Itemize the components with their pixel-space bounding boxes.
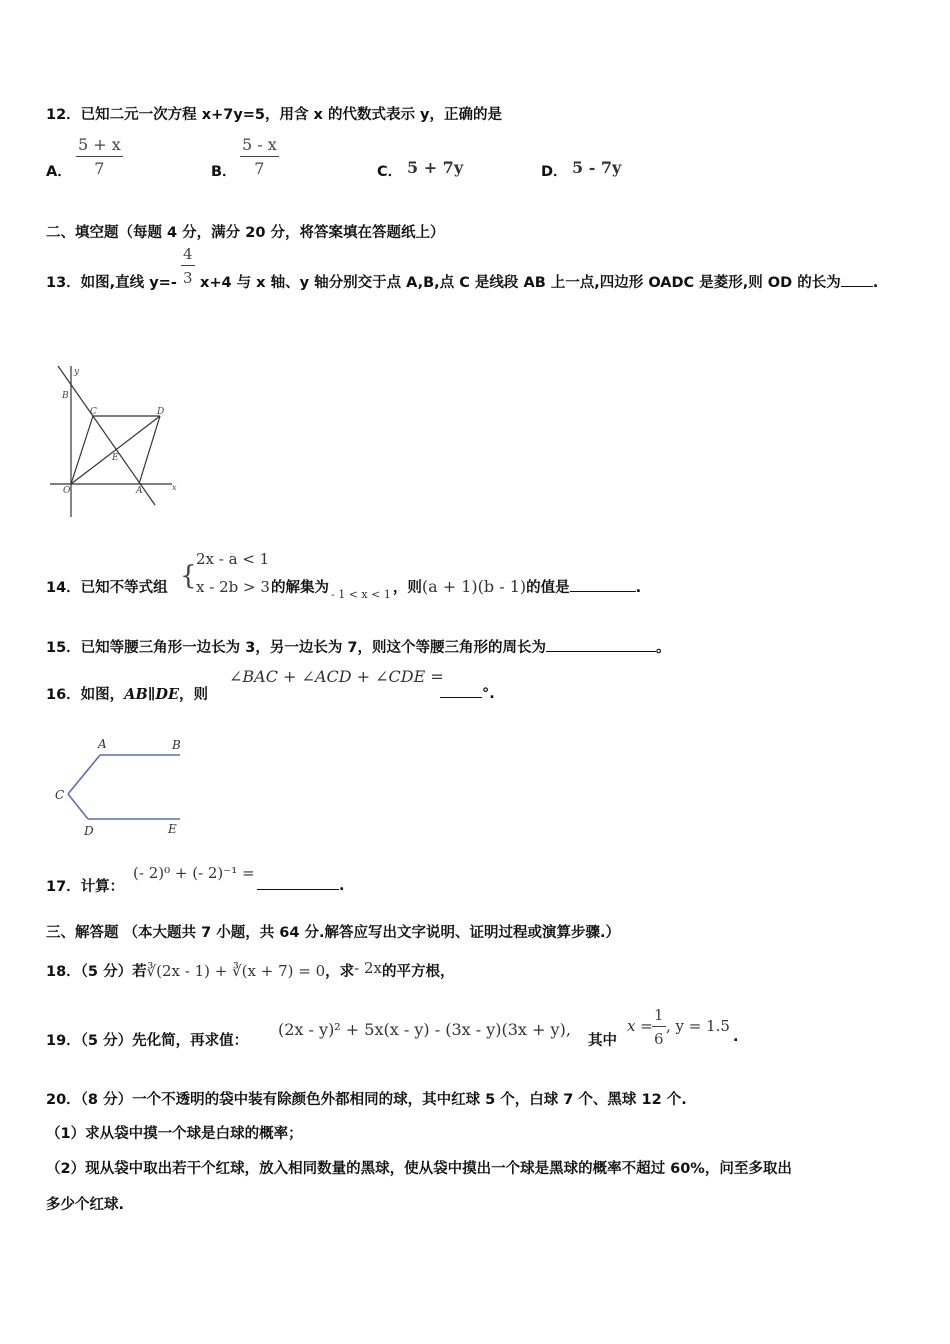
q19-fraction [652, 1004, 666, 1051]
q14-solution: - 1 < x < 1 [331, 588, 391, 601]
q14-mid: 的解集为 [271, 580, 329, 596]
section-2-heading: 二、填空题（每题 4 分，满分 20 分，将答案填在答题纸上） [46, 225, 445, 241]
q13-segment-od [71, 416, 160, 484]
q14-text [271, 576, 641, 601]
q12-option-a-numerator: 5 + x [76, 134, 123, 157]
q12-option-a-denominator: 7 [94, 159, 105, 178]
q17-answer-blank [257, 875, 339, 890]
q16-label-d: D [84, 824, 94, 838]
q14-mid2: ，则 [392, 580, 422, 596]
q16-expr: ∠BAC + ∠ACD + ∠CDE = [229, 667, 444, 686]
q16-segment-ac [68, 755, 100, 794]
q14-expr: (a + 1)(b - 1) [421, 577, 527, 596]
section-3-heading: 三、解答题 （本大题共 7 小题，共 64 分.解答应写出文字说明、证明过程或演算步骤.） [46, 925, 621, 941]
q20-part2-line2: 多少个红球. [46, 1197, 125, 1213]
q19-x-eq: x = [627, 1017, 653, 1035]
q12-option-b-denominator: 7 [254, 159, 265, 178]
q19-fraction-numerator: 1 [652, 1004, 666, 1027]
q18-prefix: 18．（5 分）若 [46, 964, 147, 980]
q13-label-c: C [90, 407, 97, 417]
q16-segment-cd [68, 794, 88, 819]
q12-option-a-label: A． [46, 164, 72, 180]
q20-part1: （1）求从袋中摸一个球是白球的概率； [46, 1126, 303, 1142]
q13-label-e: E [112, 453, 119, 463]
q12-option-d-label: D． [541, 164, 568, 180]
q18-expr2: - 2x [354, 959, 382, 977]
q19-mid: 其中 [588, 1033, 617, 1049]
q18-suffix: 的平方根， [381, 964, 455, 980]
q13-text [200, 271, 878, 292]
q13-prefix: 13．如图,直线 y=- [46, 275, 177, 291]
q15-stem: 15．已知等腰三角形一边长为 3，另一边长为 7，则这个等腰三角形的周长为 [46, 640, 546, 656]
q16-mid: ，则 [179, 687, 208, 703]
q13-label-d: D [157, 407, 165, 417]
q16-answer-blank [440, 683, 482, 698]
q13-label-a: A [136, 486, 143, 496]
q17-prefix: 17．计算： [46, 879, 125, 895]
q13-label-b: B [62, 391, 69, 401]
q14-prefix: 14．已知不等式组 [46, 580, 168, 596]
q19-expr: (2x - y)² + 5x(x - y) - (3x - y)(3x + y), [278, 1020, 571, 1039]
q14-inequality-2: x - 2b > 3 [196, 578, 270, 596]
q13-answer-blank [841, 272, 873, 287]
q12-option-b-label: B． [211, 164, 237, 180]
q13-segment-oc [71, 416, 93, 484]
q19-end: . [733, 1029, 739, 1045]
q13-label-x: x [172, 483, 177, 492]
q16-text [46, 683, 208, 704]
q18-mid: ，求 [325, 964, 355, 980]
q16-label-c: C [55, 788, 65, 802]
q12-option-c-label: C． [377, 164, 403, 180]
q16-answer [440, 683, 495, 702]
q20-stem: 20．（8 分）一个不透明的袋中装有除颜色外都相同的球，其中红球 5 个，白球 7 个、黑球 12 个. [46, 1092, 687, 1108]
q15-answer-blank [546, 637, 656, 652]
q12-option-d-expr: 5 - 7y [572, 158, 622, 177]
q16-end: °. [482, 686, 495, 702]
q14-inequality-1: 2x - a < 1 [196, 550, 270, 568]
q19-y-eq: , y = 1.5 [666, 1017, 730, 1035]
q16-label-e: E [168, 822, 177, 836]
q14-suffix: 的值是 [526, 580, 570, 596]
q14-brace: { [180, 561, 197, 591]
q16-condition: AB∥DE [124, 686, 179, 703]
q14-answer-blank [570, 577, 636, 592]
q18-text [46, 959, 454, 981]
q15-end: 。 [655, 640, 671, 656]
q12-option-a-fraction [76, 134, 123, 181]
q16-figure [50, 733, 190, 839]
q19-fraction-denominator: 6 [654, 1030, 664, 1048]
q13-label-o: O [63, 486, 71, 496]
q14-end: . [635, 580, 642, 596]
q13-end: . [872, 275, 879, 291]
q13-label-y: y [74, 367, 80, 377]
q19-prefix: 19．（5 分）先化简，再求值： [46, 1033, 249, 1049]
q16-label-b: B [172, 738, 181, 752]
q13-fraction-denominator: 3 [183, 269, 193, 287]
q15-text [46, 636, 670, 657]
q12-option-b-fraction [240, 134, 279, 181]
q12-stem: 12．已知二元一次方程 x+7y=5，用含 x 的代数式表示 y，正确的是 [46, 107, 502, 123]
q13-figure [44, 362, 184, 522]
q17-end: . [339, 878, 345, 894]
q16-label-a: A [98, 737, 107, 751]
q17-expr: (- 2)⁰ + (- 2)⁻¹ = [133, 864, 255, 882]
q16-prefix: 16．如图， [46, 687, 125, 703]
q13-fraction [181, 243, 195, 290]
q13-fraction-numerator: 4 [181, 243, 195, 266]
q18-expr: ∛(2x - 1) + ∛(x + 7) = 0 [146, 962, 326, 980]
q20-part2-line1: （2）现从袋中取出若干个红球，放入相同数量的黑球，使从袋中摸出一个球是黑球的概率不超过 60%，问至多取出 [46, 1161, 792, 1177]
q13-suffix: x+4 与 x 轴、y 轴分别交于点 A,B,点 C 是线段 AB 上一点,四边形 OADC 是菱形,则 OD 的长为 [200, 275, 841, 291]
q12-option-b-numerator: 5 - x [240, 134, 279, 157]
q17-answer [257, 875, 345, 894]
q13-segment-da [139, 416, 160, 484]
q12-option-c-expr: 5 + 7y [407, 158, 464, 177]
